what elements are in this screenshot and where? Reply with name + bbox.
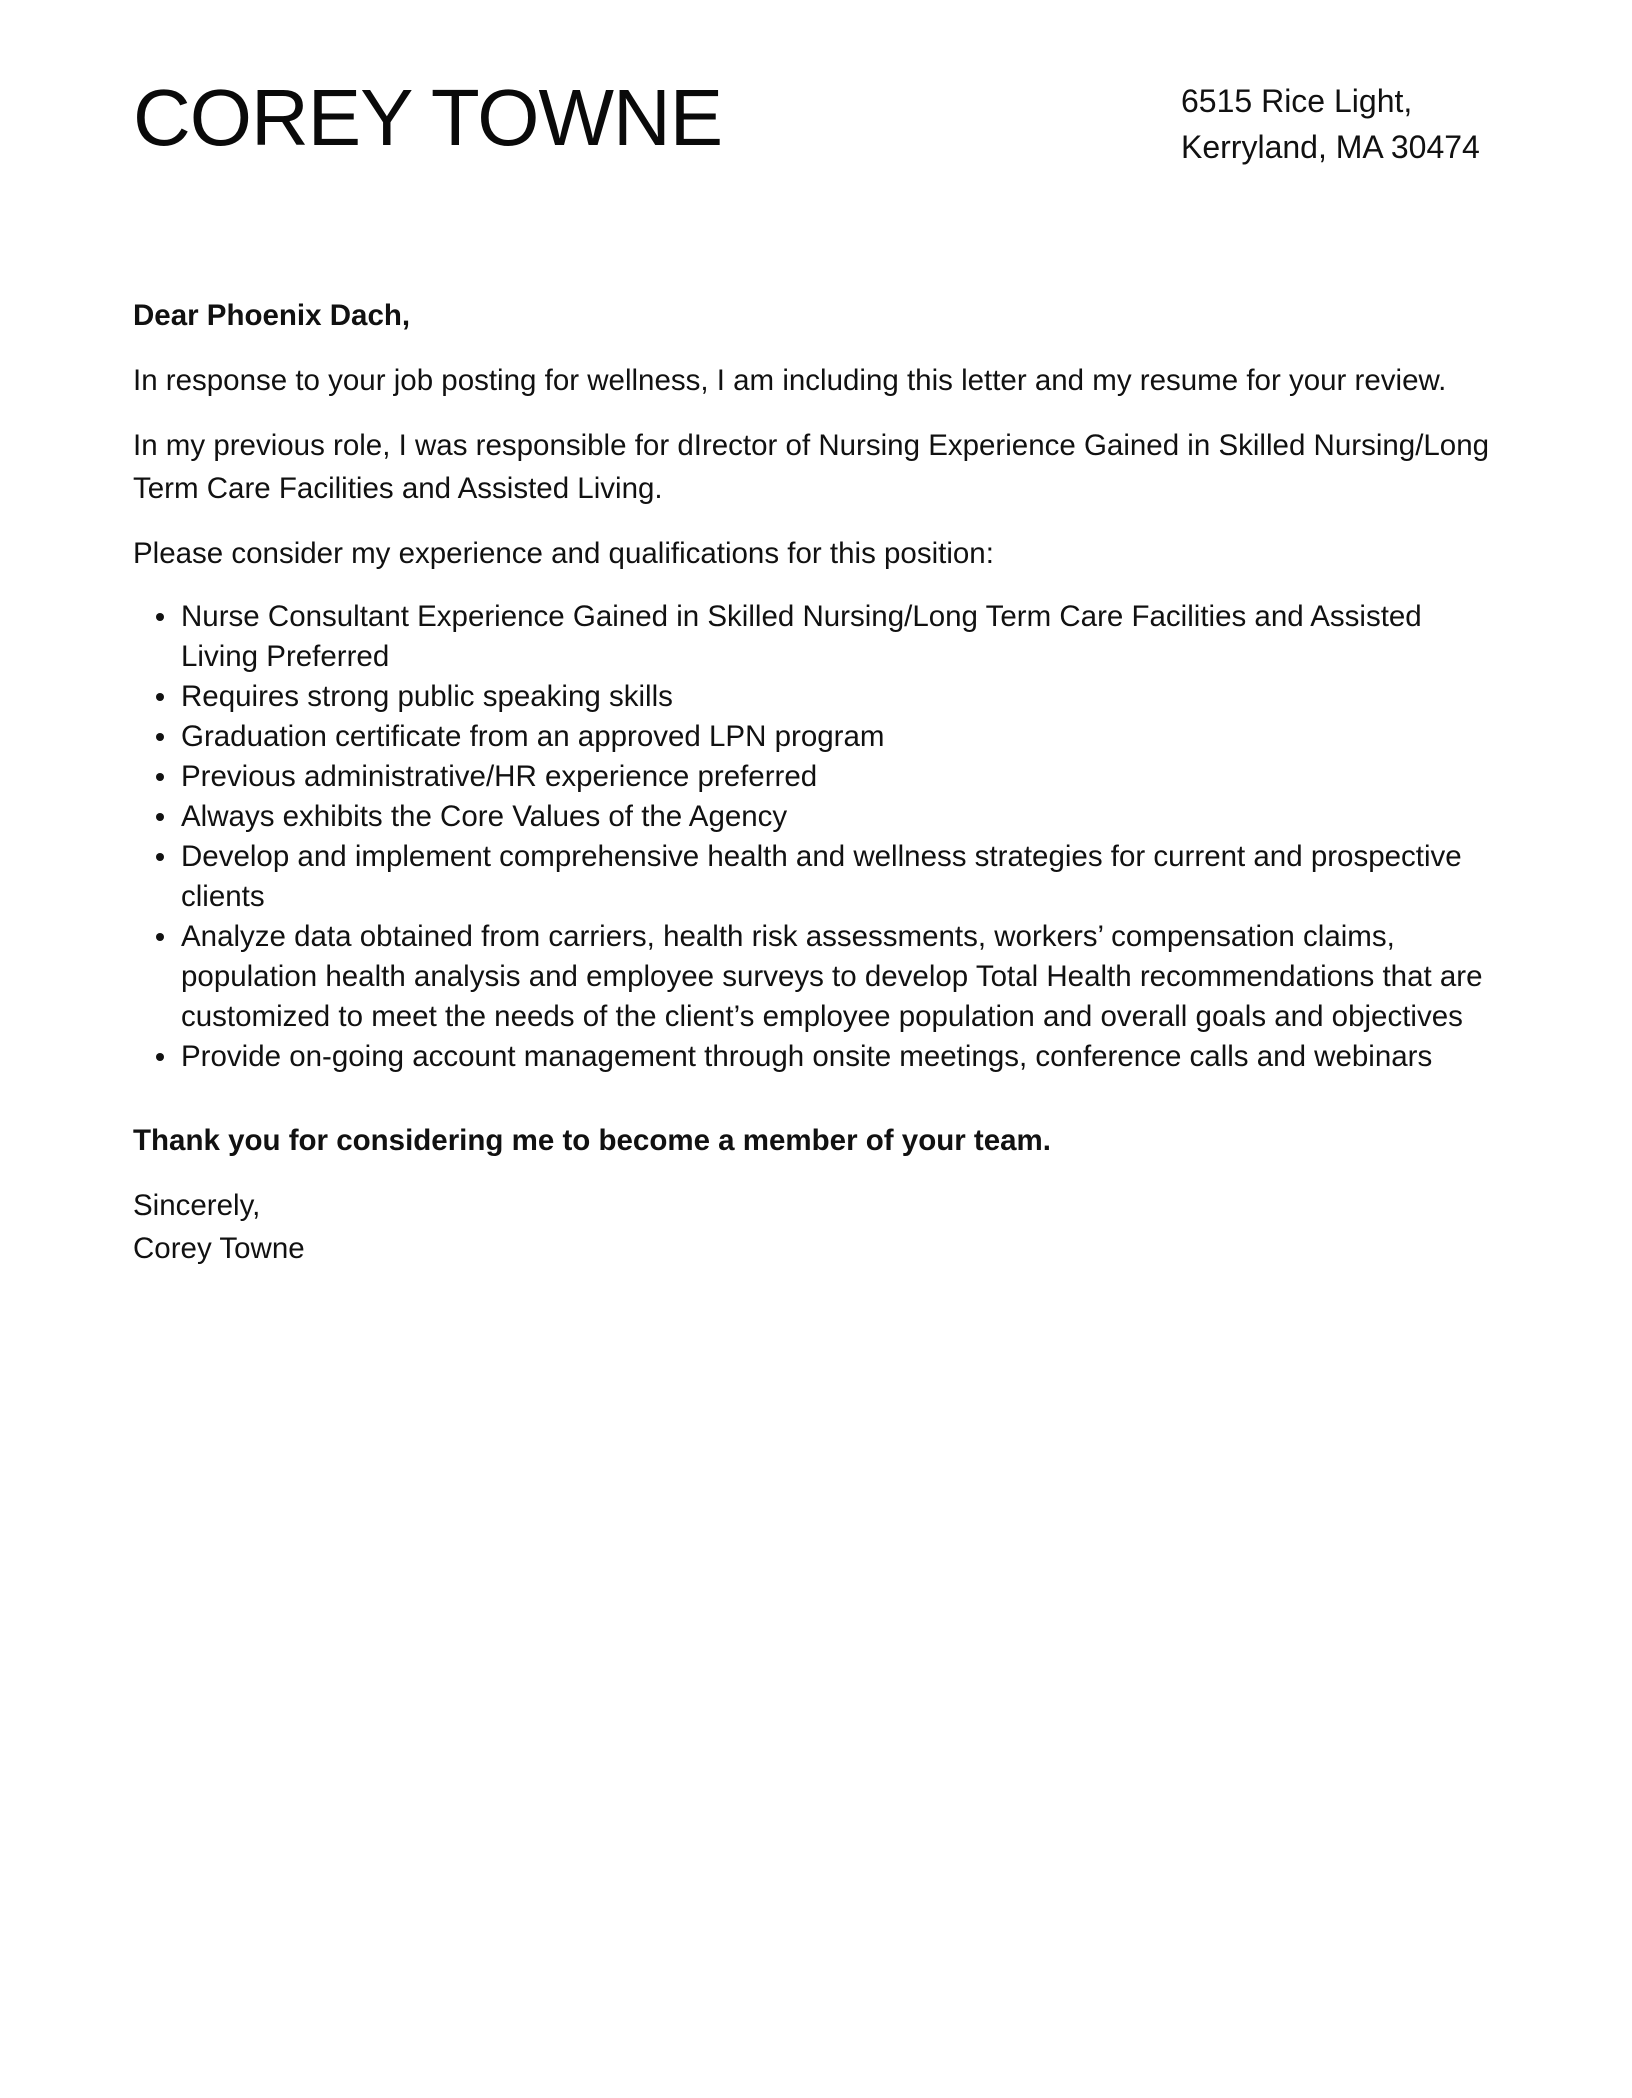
intro-paragraph: In response to your job posting for wellness, I am including this letter and my resume for your review. xyxy=(133,364,1447,397)
letter-body xyxy=(133,294,1499,1292)
qualifications-list xyxy=(133,597,1499,1077)
qualification-item: Requires strong public speaking skills xyxy=(181,677,1499,717)
address-line-2: Kerryland, MA 30474 xyxy=(1181,129,1480,165)
qualification-item: Nurse Consultant Experience Gained in Skilled Nursing/Long Term Care Facilities and Assisted Living Preferred xyxy=(181,597,1499,677)
consider-paragraph: Please consider my experience and qualifications for this position: xyxy=(133,537,994,570)
previous-role-paragraph: In my previous role, I was responsible for dIrector of Nursing Experience Gained in Skilled Nursing/Long Term Care Facilities and Assisted Living. xyxy=(133,429,1490,505)
sender-address xyxy=(1181,78,1511,170)
qualification-item: Graduation certificate from an approved LPN program xyxy=(181,717,1499,757)
signoff-block xyxy=(133,1184,1499,1270)
closing-statement: Thank you for considering me to become a member of your team. xyxy=(133,1124,1051,1157)
qualification-item: Previous administrative/HR experience preferred xyxy=(181,757,1499,797)
qualification-item: Always exhibits the Core Values of the Agency xyxy=(181,797,1499,837)
signature-name: Corey Towne xyxy=(133,1232,305,1265)
qualification-item: Develop and implement comprehensive health and wellness strategies for current and prospective clients xyxy=(181,837,1499,917)
qualification-item: Analyze data obtained from carriers, health risk assessments, workers’ compensation claims, population health analysis and employee surveys to develop Total Health recommendations that are customized to meet the needs of the client’s employee population and overall goals and objectives xyxy=(181,917,1499,1037)
signoff: Sincerely, xyxy=(133,1189,261,1222)
address-line-1: 6515 Rice Light, xyxy=(1181,83,1413,119)
qualification-item: Provide on-going account management through onsite meetings, conference calls and webinars xyxy=(181,1037,1499,1077)
sender-name: COREY TOWNE xyxy=(133,73,723,162)
letter-header xyxy=(133,68,1499,178)
salutation: Dear Phoenix Dach, xyxy=(133,299,411,332)
